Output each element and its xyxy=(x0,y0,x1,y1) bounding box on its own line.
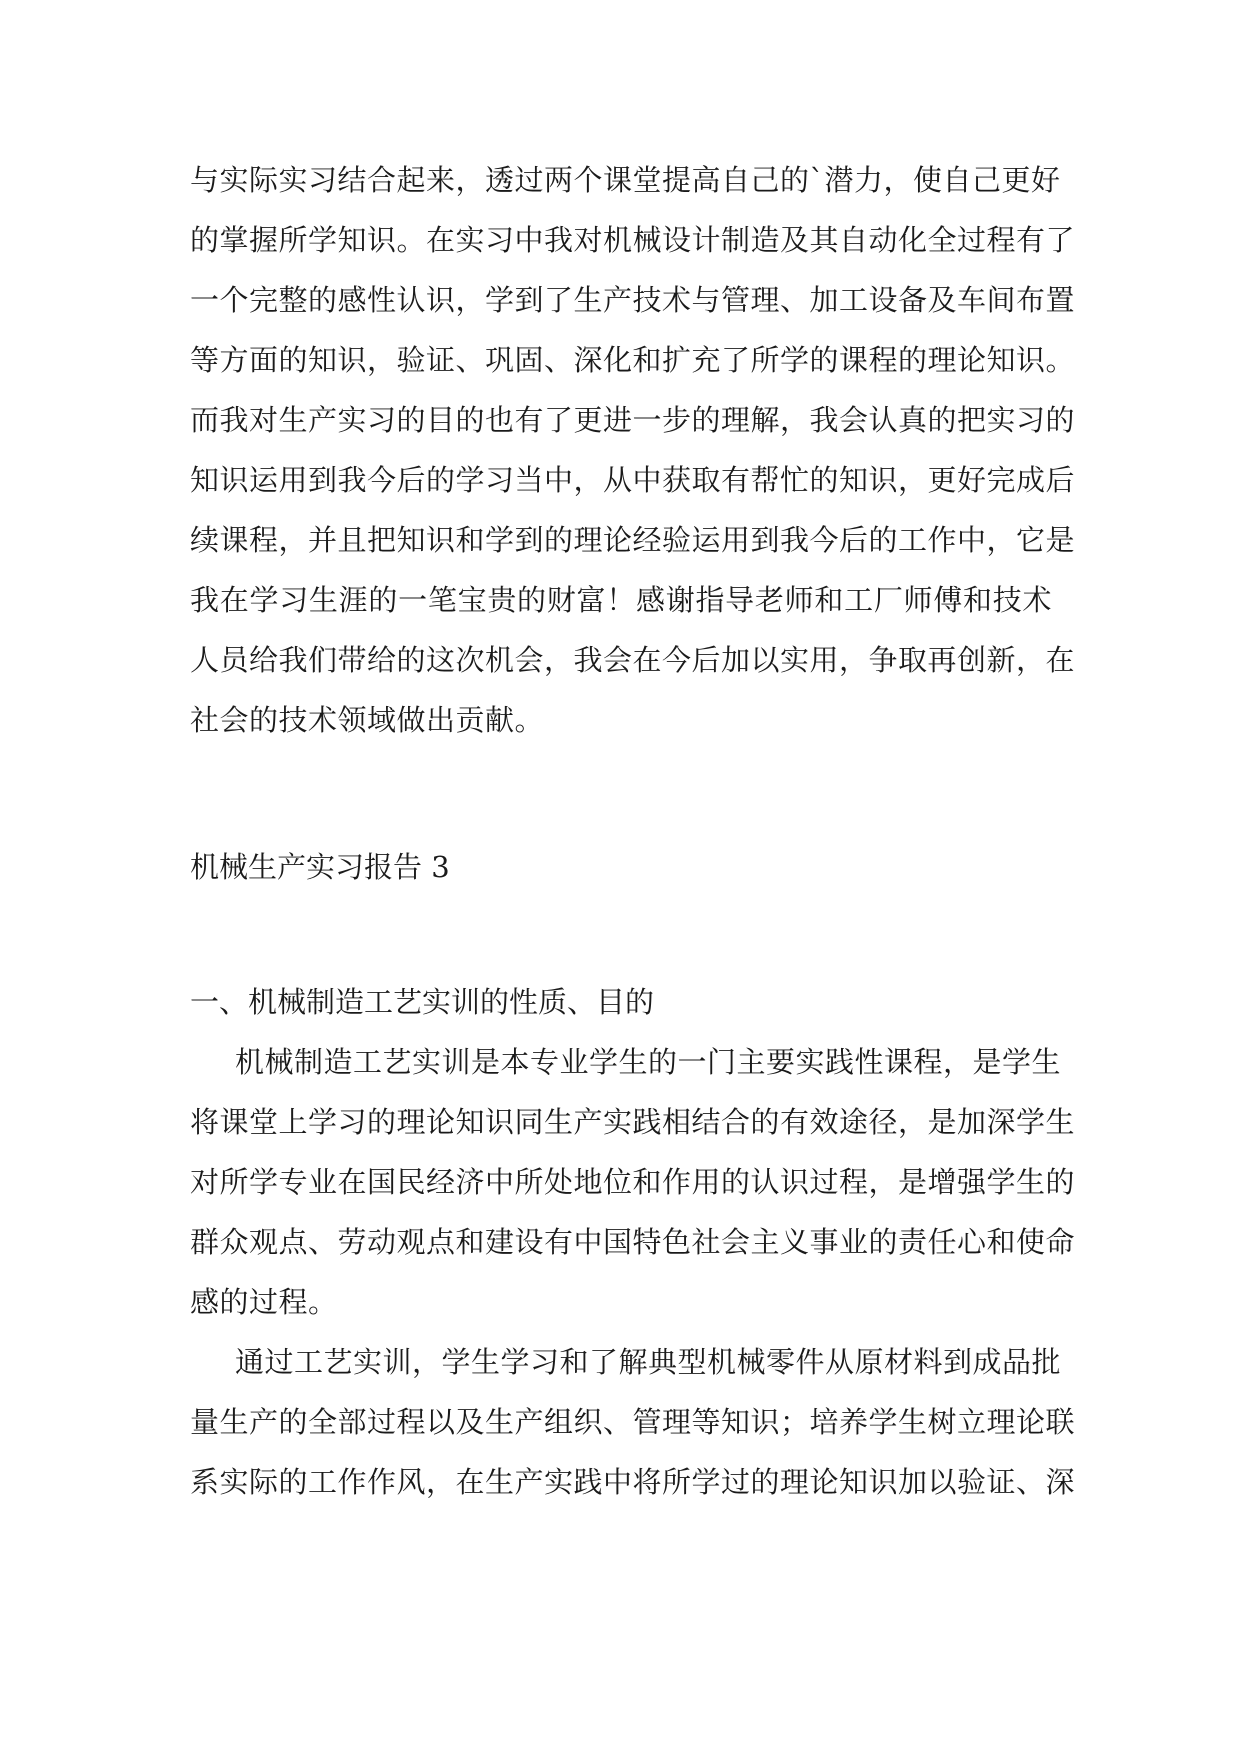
paragraph-line: 通过工艺实训，学生学习和了解典型机械零件从原材料到成品批 xyxy=(235,1345,1062,1379)
paragraph-line: 感的过程。 xyxy=(190,1285,338,1319)
paragraph-line: 续课程，并且把知识和学到的理论经验运用到我今后的工作中，它是 xyxy=(190,523,1076,557)
paragraph-line: 群众观点、劳动观点和建设有中国特色社会主义事业的责任心和使命 xyxy=(190,1225,1076,1259)
spacer xyxy=(190,750,1052,837)
spacer xyxy=(190,897,1052,972)
paragraph-2 xyxy=(190,1032,1076,1332)
paragraph-line: 与实际实习结合起来，透过两个课堂提高自己的`潜力，使自己更好 xyxy=(190,163,1061,197)
paragraph-line: 知识运用到我今后的学习当中，从中获取有帮忙的知识，更好完成后 xyxy=(190,463,1076,497)
paragraph-line: 我在学习生涯的一笔宝贵的财富！感谢指导老师和工厂师傅和技术 xyxy=(190,583,1052,617)
paragraph-line: 量生产的全部过程以及生产组织、管理等知识；培养学生树立理论联 xyxy=(190,1405,1076,1439)
paragraph-line: 等方面的知识，验证、巩固、深化和扩充了所学的课程的理论知识。 xyxy=(190,343,1076,377)
paragraph-line: 人员给我们带给的这次机会，我会在今后加以实用，争取再创新，在 xyxy=(190,643,1076,677)
paragraph-3 xyxy=(190,1332,1076,1512)
paragraph-line: 机械制造工艺实训是本专业学生的一门主要实践性课程，是学生 xyxy=(235,1045,1062,1079)
paragraph-line: 一个完整的感性认识，学到了生产技术与管理、加工设备及车间布置 xyxy=(190,283,1076,317)
paragraph-line: 对所学专业在国民经济中所处地位和作用的认识过程，是增强学生的 xyxy=(190,1165,1076,1199)
paragraph-line: 将课堂上学习的理论知识同生产实践相结合的有效途径，是加深学生 xyxy=(190,1105,1076,1139)
section-heading: 一、机械制造工艺实训的性质、目的 xyxy=(190,985,655,1019)
paragraph-line: 的掌握所学知识。在实习中我对机械设计制造及其自动化全过程有了 xyxy=(190,223,1076,257)
paragraph-1 xyxy=(190,150,1076,750)
paragraph-line: 而我对生产实习的目的也有了更进一步的理解，我会认真的把实习的 xyxy=(190,403,1076,437)
document-page xyxy=(190,150,1076,1512)
report-title: 机械生产实习报告 3 xyxy=(190,850,450,884)
paragraph-line: 社会的技术领域做出贡献。 xyxy=(190,703,545,737)
paragraph-line: 系实际的工作作风，在生产实践中将所学过的理论知识加以验证、深 xyxy=(190,1465,1076,1499)
